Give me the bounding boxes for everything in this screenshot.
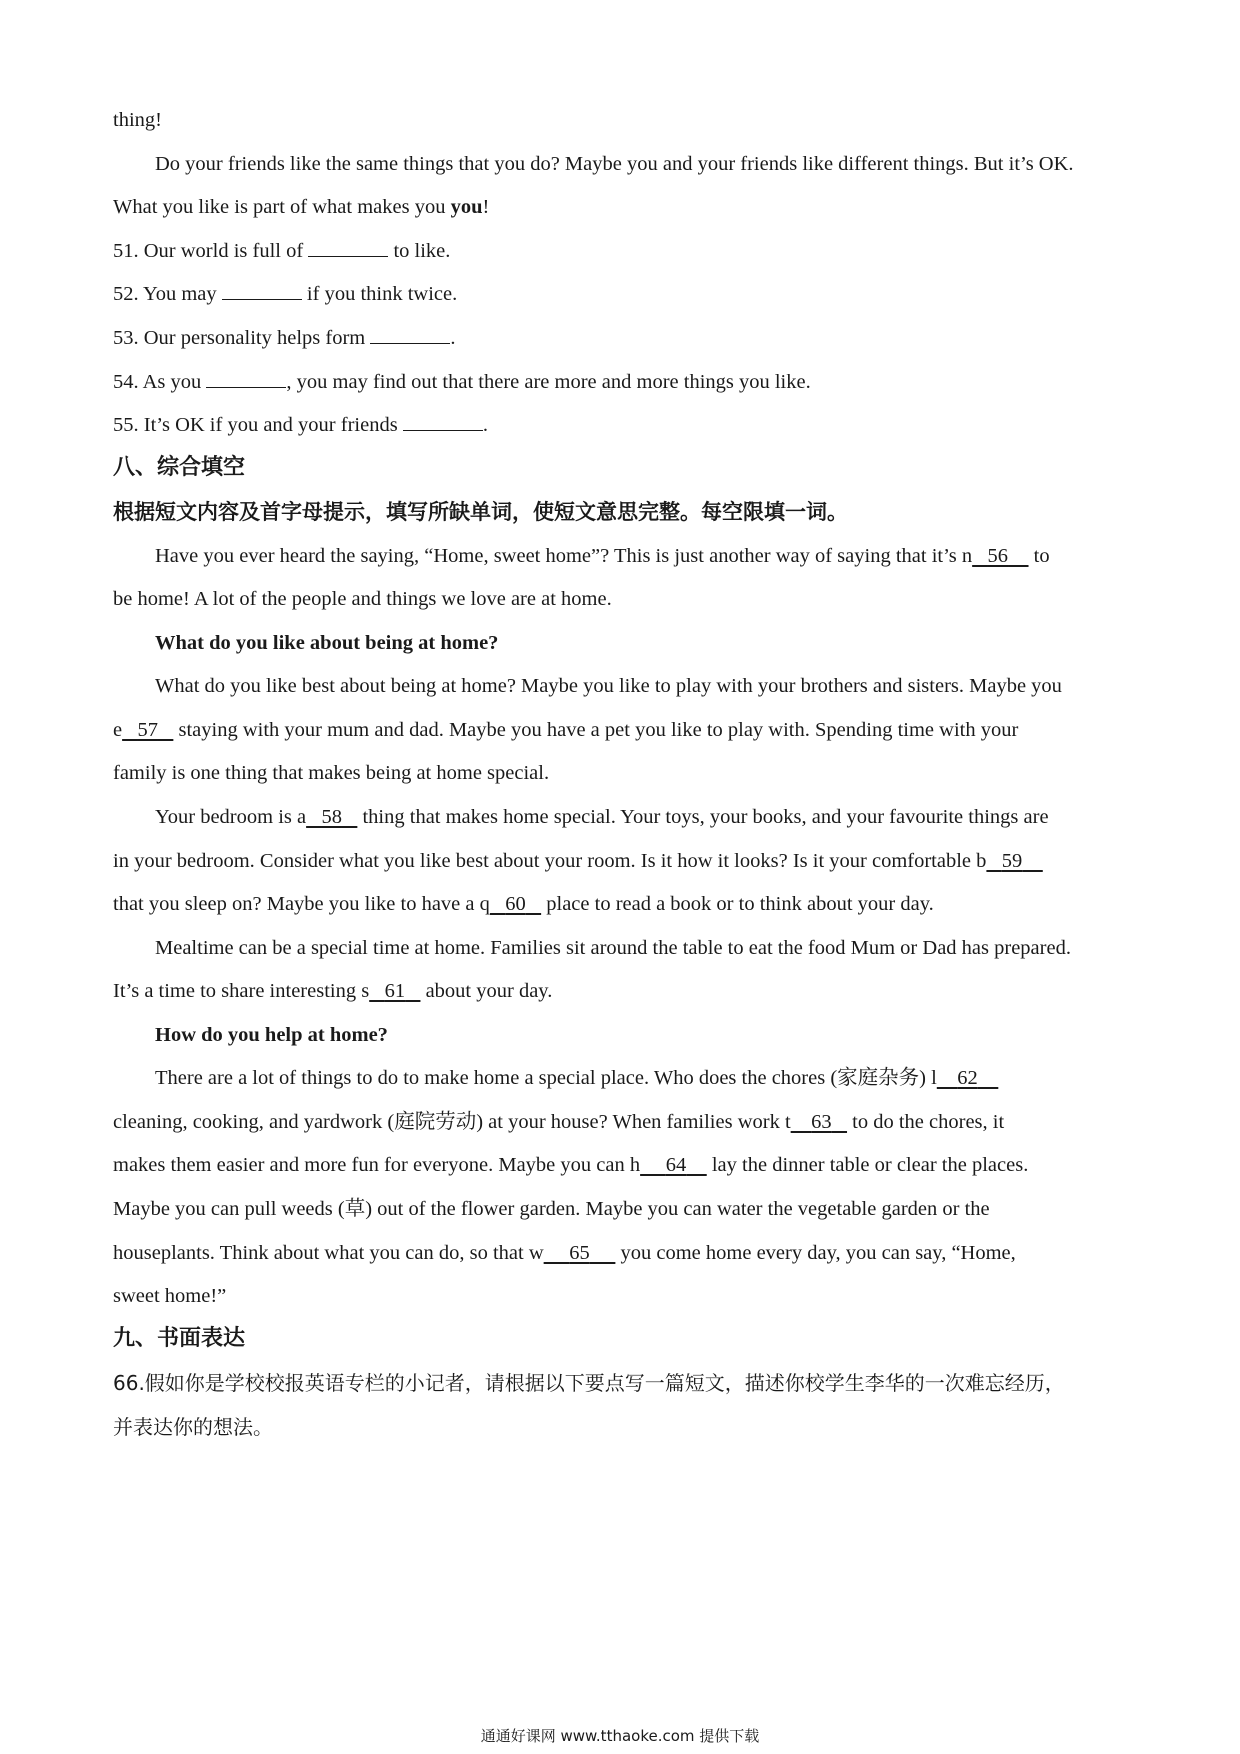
question-53 xyxy=(113,324,455,352)
question-text: , you may find out that there are more and more things you like. xyxy=(286,371,811,393)
blank-65[interactable] xyxy=(544,1239,616,1267)
blank-number: 56 xyxy=(987,545,1009,567)
text-segment: place to read a book or to think about your day. xyxy=(541,893,934,915)
emphasis-text: you xyxy=(450,196,483,218)
question-text: 51. Our world is full of xyxy=(113,240,309,262)
text-segment: What you like is part of what makes you xyxy=(113,196,451,218)
question-51 xyxy=(113,237,450,265)
blank-number: 62 xyxy=(957,1067,978,1089)
passage-line: be home! A lot of the people and things we love are at home. xyxy=(113,588,612,610)
passage-line: family is one thing that makes being at home special. xyxy=(113,762,550,784)
question-text: 52. You may xyxy=(113,283,222,305)
passage-line xyxy=(113,890,934,918)
passage-line xyxy=(155,803,1049,831)
text-segment: It’s a time to share interesting s xyxy=(113,980,370,1002)
text-segment: staying with your mum and dad. Maybe you have a pet you like to play with. Spending time with your xyxy=(173,719,1019,741)
text-segment: houseplants. Think about what you can do, so that w xyxy=(113,1242,544,1264)
text-segment: e xyxy=(113,719,123,741)
question-66: 66.假如你是学校校报英语专栏的小记者，请根据以下要点写一篇短文，描述你校学生李华的一次难忘经历， xyxy=(113,1371,1065,1395)
question-text: 54. As you xyxy=(113,371,207,393)
blank-57[interactable] xyxy=(122,716,173,744)
answer-blank[interactable] xyxy=(403,412,483,431)
blank-number: 65 xyxy=(569,1242,590,1264)
passage-line xyxy=(155,542,1050,570)
blank-number: 58 xyxy=(321,806,342,828)
text-segment: ! xyxy=(482,196,490,218)
question-66-cont: 并表达你的想法。 xyxy=(113,1415,273,1439)
text-segment: thing that makes home special. Your toys, your books, and your favourite things are xyxy=(357,806,1049,828)
subheading: How do you help at home? xyxy=(155,1024,388,1046)
text-segment: that you sleep on? Maybe you like to have a q xyxy=(113,893,490,915)
question-52 xyxy=(113,280,457,308)
passage-line xyxy=(155,1064,998,1092)
blank-number: 60 xyxy=(505,893,526,915)
passage-line xyxy=(113,1239,1016,1267)
blank-number: 59 xyxy=(1001,850,1023,872)
question-text: 53. Our personality helps form xyxy=(113,327,371,349)
passage-line: thing! xyxy=(113,109,162,131)
section-title: 八、综合填空 xyxy=(113,455,246,480)
question-text: if you think twice. xyxy=(301,283,458,305)
passage-line xyxy=(113,977,552,1005)
blank-number: 61 xyxy=(384,980,406,1002)
text-segment: to xyxy=(1028,545,1050,567)
page-footer: 通通好课网 www.tthaoke.com 提供下载 xyxy=(480,1727,760,1745)
blank-58[interactable] xyxy=(306,803,357,831)
passage-line: Do your friends like the same things that you do? Maybe you and your friends like different things. But it’s OK. xyxy=(155,153,1074,175)
passage-line: sweet home!” xyxy=(113,1285,227,1307)
text-segment: Your bedroom is a xyxy=(155,806,307,828)
section-instruction: 根据短文内容及首字母提示，填写所缺单词，使短文意思完整。每空限填一词。 xyxy=(113,500,848,524)
text-segment: about your day. xyxy=(420,980,553,1002)
text-segment: There are a lot of things to do to make home a special place. Who does the chores (家庭杂务) l xyxy=(155,1067,937,1089)
blank-number: 64 xyxy=(665,1154,687,1176)
passage-line xyxy=(113,193,489,221)
text-segment: makes them easier and more fun for everyone. Maybe you can h xyxy=(113,1154,641,1176)
passage-line xyxy=(113,1151,1028,1179)
text-segment: to do the chores, it xyxy=(847,1111,1005,1133)
blank-61[interactable] xyxy=(369,977,420,1005)
blank-number: 63 xyxy=(811,1111,832,1133)
text-segment: you come home every day, you can say, “Home, xyxy=(615,1242,1016,1264)
text-segment: lay the dinner table or clear the places. xyxy=(706,1154,1029,1176)
blank-64[interactable] xyxy=(640,1151,707,1179)
question-text: 55. It’s OK if you and your friends xyxy=(113,414,403,436)
blank-63[interactable] xyxy=(791,1108,847,1136)
question-text: . xyxy=(482,414,488,436)
passage-line: Mealtime can be a special time at home. Families sit around the table to eat the food Mum or Dad has prepared. xyxy=(155,937,1071,959)
text-segment: in your bedroom. Consider what you like best about your room. Is it how it looks? Is it your comfortable b xyxy=(113,850,987,872)
blank-56[interactable] xyxy=(972,542,1028,570)
answer-blank[interactable] xyxy=(206,369,286,388)
question-text: to like. xyxy=(388,240,451,262)
question-54 xyxy=(113,368,811,396)
passage-line xyxy=(113,847,1043,875)
passage-line: What do you like best about being at home? Maybe you like to play with your brothers and sisters. Maybe you xyxy=(155,675,1062,697)
question-text: . xyxy=(450,327,456,349)
blank-number: 57 xyxy=(137,719,158,741)
section-title: 九、书面表达 xyxy=(113,1326,246,1351)
answer-blank[interactable] xyxy=(308,238,388,257)
question-55 xyxy=(113,411,488,439)
answer-blank[interactable] xyxy=(370,325,450,344)
passage-line xyxy=(113,1108,1004,1136)
blank-60[interactable] xyxy=(490,890,541,918)
blank-62[interactable] xyxy=(937,1064,999,1092)
passage-line xyxy=(113,716,1018,744)
blank-59[interactable] xyxy=(986,847,1042,875)
passage-line: Maybe you can pull weeds (草) out of the flower garden. Maybe you can water the vegetable garden or the xyxy=(113,1198,990,1220)
answer-blank[interactable] xyxy=(222,281,302,300)
text-segment: Have you ever heard the saying, “Home, sweet home”? This is just another way of saying that it’s n xyxy=(155,545,973,567)
subheading: What do you like about being at home? xyxy=(155,632,499,654)
text-segment: cleaning, cooking, and yardwork (庭院劳动) at your house? When families work t xyxy=(113,1111,791,1133)
